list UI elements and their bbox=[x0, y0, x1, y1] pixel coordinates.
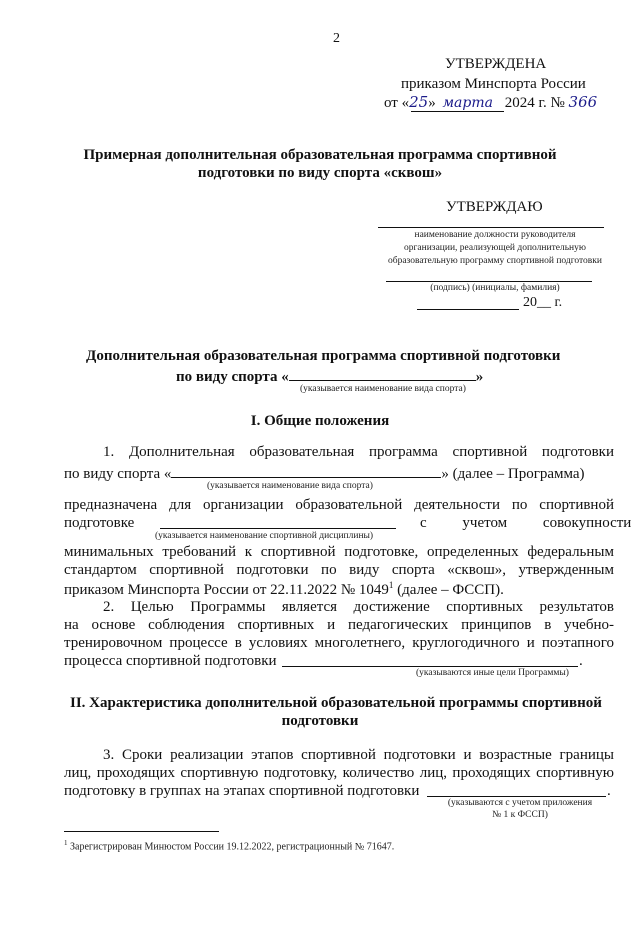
approval-title: УТВЕРЖДЕНА bbox=[445, 56, 547, 72]
date-line bbox=[417, 309, 519, 310]
stages-blank bbox=[427, 796, 606, 797]
handwritten-day: 25 bbox=[409, 93, 429, 111]
doc-title-line1: Примерная дополнительная образовательная программа спортивной bbox=[83, 147, 557, 163]
p2-line3: тренировочном процессе в условиях многолетнего, круглогодичного и поэтапного bbox=[64, 635, 614, 651]
p3-line1: 3. Сроки реализации этапов спортивной подготовки и возрастные границы bbox=[103, 747, 614, 763]
signature-hint: (подпись) (инициалы, фамилия) bbox=[430, 283, 560, 293]
footnote-ref: 1 bbox=[388, 580, 394, 590]
p3-end: . bbox=[607, 783, 611, 799]
discipline-blank bbox=[160, 528, 396, 529]
p1-line2-prefix: по виду спорта « bbox=[64, 466, 172, 482]
handwritten-number: 366 bbox=[568, 93, 598, 111]
footnote bbox=[64, 839, 394, 852]
program-title-prefix: по виду спорта « bbox=[176, 369, 289, 385]
approve-hint-2: организации, реализующей дополнительную bbox=[404, 243, 586, 253]
p3-line2: лиц, проходящих спортивную подготовку, количество лиц, проходящих спортивную bbox=[64, 765, 614, 781]
approval-date-line bbox=[384, 93, 597, 112]
p1-sport-blank bbox=[171, 464, 441, 478]
p1-line2-suffix: » (далее – Программа) bbox=[441, 466, 585, 482]
signature-line bbox=[386, 281, 592, 282]
approve-hint-3: образовательную программу спортивной подготовки bbox=[387, 256, 602, 266]
section2-heading-line2: подготовки bbox=[281, 713, 359, 729]
program-title-hint: (указывается наименование вида спорта) bbox=[300, 384, 466, 394]
p2-line1: 2. Целью Программы является достижение спортивных результатов bbox=[103, 599, 614, 615]
date-year-tail: 20__ г. bbox=[523, 295, 563, 310]
approve-hint-1: наименование должности руководителя bbox=[414, 230, 576, 240]
goals-blank bbox=[282, 666, 578, 667]
approve-block-title: УТВЕРЖДАЮ bbox=[446, 199, 543, 215]
p1-line4-a: подготовке bbox=[64, 515, 135, 531]
p1-line5: минимальных требований к спортивной подготовке, определенных федеральным bbox=[64, 544, 614, 560]
p1-line3: предназначена для организации образовательной деятельности по спортивной bbox=[64, 497, 614, 513]
section1-heading: I. Общие положения bbox=[250, 413, 390, 429]
footnote-text: Зарегистрирован Минюстом России 19.12.2022, регистрационный № 71647. bbox=[67, 841, 395, 853]
position-line bbox=[378, 227, 604, 228]
p1-line7-a: приказом Минспорта России от 22.11.2022 № 1049 bbox=[64, 582, 389, 598]
p2-hint-goals: (указываются иные цели Программы) bbox=[416, 668, 569, 678]
section2-heading-line1: II. Характеристика дополнительной образовательной программы спортивной bbox=[70, 695, 602, 711]
approval-year: 2024 г. № bbox=[504, 95, 565, 111]
p3-line3: подготовку в группах на этапах спортивной подготовки bbox=[64, 783, 420, 799]
approval-ot: от « bbox=[384, 95, 410, 111]
p1-line7-b: (далее – ФССП). bbox=[393, 582, 504, 598]
p2-end: . bbox=[579, 653, 583, 669]
approval-close-quote: » bbox=[428, 95, 436, 111]
p1-hint-sport: (указывается наименование вида спорта) bbox=[207, 481, 373, 491]
program-title-suffix: » bbox=[475, 369, 484, 385]
p1-hint-discipline: (указывается наименование спортивной дисциплины) bbox=[155, 531, 374, 541]
p3-hint-1: (указываются с учетом приложения bbox=[447, 798, 593, 808]
approval-order-line: приказом Минспорта России bbox=[401, 76, 586, 92]
program-title-line1: Дополнительная образовательная программа спортивной подготовки bbox=[86, 348, 561, 364]
date-underline bbox=[411, 111, 504, 112]
p2-line4: процесса спортивной подготовки bbox=[64, 653, 277, 669]
p1-line7 bbox=[64, 580, 504, 599]
sport-name-blank bbox=[289, 367, 476, 381]
page-number: 2 bbox=[333, 31, 340, 46]
p1-line1: 1. Дополнительная образовательная программа спортивной подготовки bbox=[103, 444, 614, 460]
p3-hint-2: № 1 к ФССП) bbox=[492, 810, 548, 820]
footnote-separator bbox=[64, 831, 219, 832]
handwritten-month: марта bbox=[442, 95, 493, 111]
p1-line6: стандартом спортивной подготовки по виду спорта «сквош», утвержденным bbox=[64, 562, 614, 578]
p1-line4-b: с учетом совокупности bbox=[420, 515, 632, 531]
doc-title-line2: подготовки по виду спорта «сквош» bbox=[197, 165, 443, 181]
footnote-mark: 1 bbox=[64, 839, 68, 847]
p2-line2: на основе соблюдения спортивных и педагогических принципов в учебно- bbox=[64, 617, 614, 633]
